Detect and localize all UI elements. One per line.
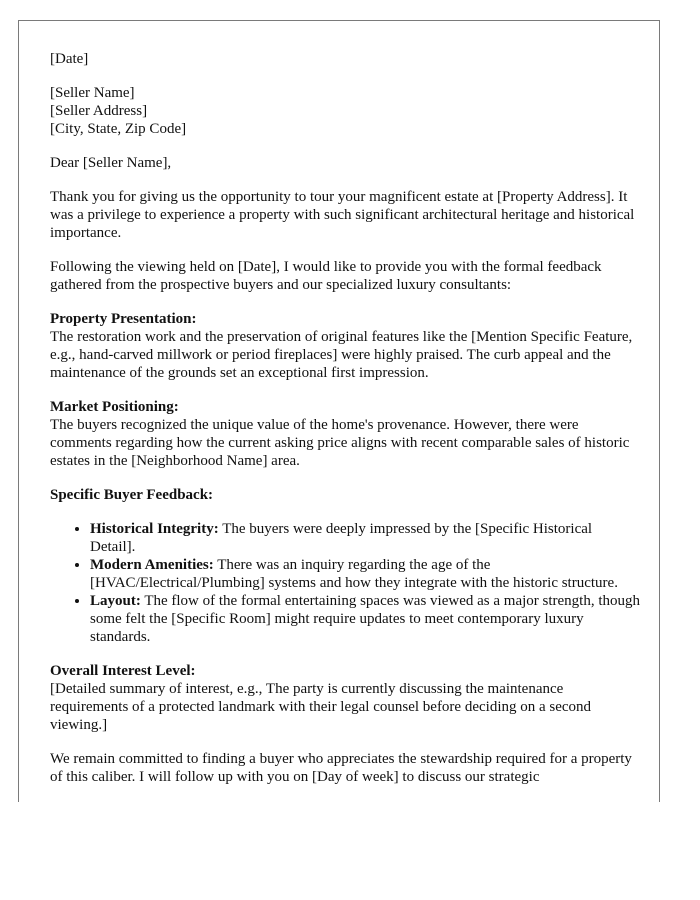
seller-name: [Seller Name] bbox=[50, 85, 135, 101]
section-market-positioning bbox=[50, 398, 640, 470]
seller-city-state-zip: [City, State, Zip Code] bbox=[50, 121, 187, 137]
section-title-buyer-feedback bbox=[50, 486, 640, 504]
section-body-presentation: The restoration work and the preservation of original features like the [Mention Specific Feature, e.g., hand-carved millwork or period fireplaces] were highly praised. The curb appeal and the maintenance of the grounds set an exceptional first impression. bbox=[50, 329, 633, 381]
letter-page bbox=[18, 20, 660, 802]
section-title-market: Market Positioning: bbox=[50, 399, 179, 415]
letter-body bbox=[50, 50, 640, 802]
buyer-feedback-heading: Specific Buyer Feedback: bbox=[50, 487, 214, 503]
section-overall-interest bbox=[50, 662, 640, 734]
seller-address: [Seller Address] bbox=[50, 103, 148, 119]
section-title-presentation: Property Presentation: bbox=[50, 311, 197, 327]
salutation: Dear [Seller Name], bbox=[50, 155, 172, 171]
section-body-interest: [Detailed summary of interest, e.g., The party is currently discussing the maintenance requirements of a protected landmark with their legal counsel before deciding on a second viewing.] bbox=[50, 681, 592, 733]
closing-paragraph: We remain committed to finding a buyer who appreciates the stewardship required for a property of this caliber. I will follow up with you on [Day of week] to discuss our strategic bbox=[50, 751, 632, 785]
buyer-feedback-list bbox=[50, 520, 640, 646]
list-item-text: There was an inquiry regarding the age of the [HVAC/Electrical/Plumbing] systems and how they integrate with the historic structure. bbox=[90, 557, 618, 591]
list-item-label: Historical Integrity: bbox=[90, 521, 219, 537]
letter-date: [Date] bbox=[50, 51, 89, 67]
section-property-presentation bbox=[50, 310, 640, 382]
list-item bbox=[90, 520, 640, 556]
intro-paragraph: Thank you for giving us the opportunity to tour your magnificent estate at [Property Address]. It was a privilege to experience a property with such significant architectural heritage and historical importance. bbox=[50, 189, 635, 241]
list-item bbox=[90, 592, 640, 646]
list-item-label: Modern Amenities: bbox=[90, 557, 214, 573]
section-body-market: The buyers recognized the unique value of the home's provenance. However, there were comments regarding how the current asking price aligns with recent comparable sales of historic estates in the [Neighborhood Name] area. bbox=[50, 417, 630, 469]
followup-paragraph: Following the viewing held on [Date], I would like to provide you with the formal feedback gathered from the prospective buyers and our specialized luxury consultants: bbox=[50, 259, 602, 293]
list-item-label: Layout: bbox=[90, 593, 141, 609]
section-title-interest: Overall Interest Level: bbox=[50, 663, 196, 679]
list-item-text: The buyers were deeply impressed by the [Specific Historical Detail]. bbox=[90, 521, 593, 555]
list-item bbox=[90, 556, 640, 592]
list-item-text: The flow of the formal entertaining spaces was viewed as a major strength, though some felt the [Specific Room] might require updates to meet contemporary luxury standards. bbox=[90, 593, 641, 645]
seller-address-block bbox=[50, 84, 640, 138]
